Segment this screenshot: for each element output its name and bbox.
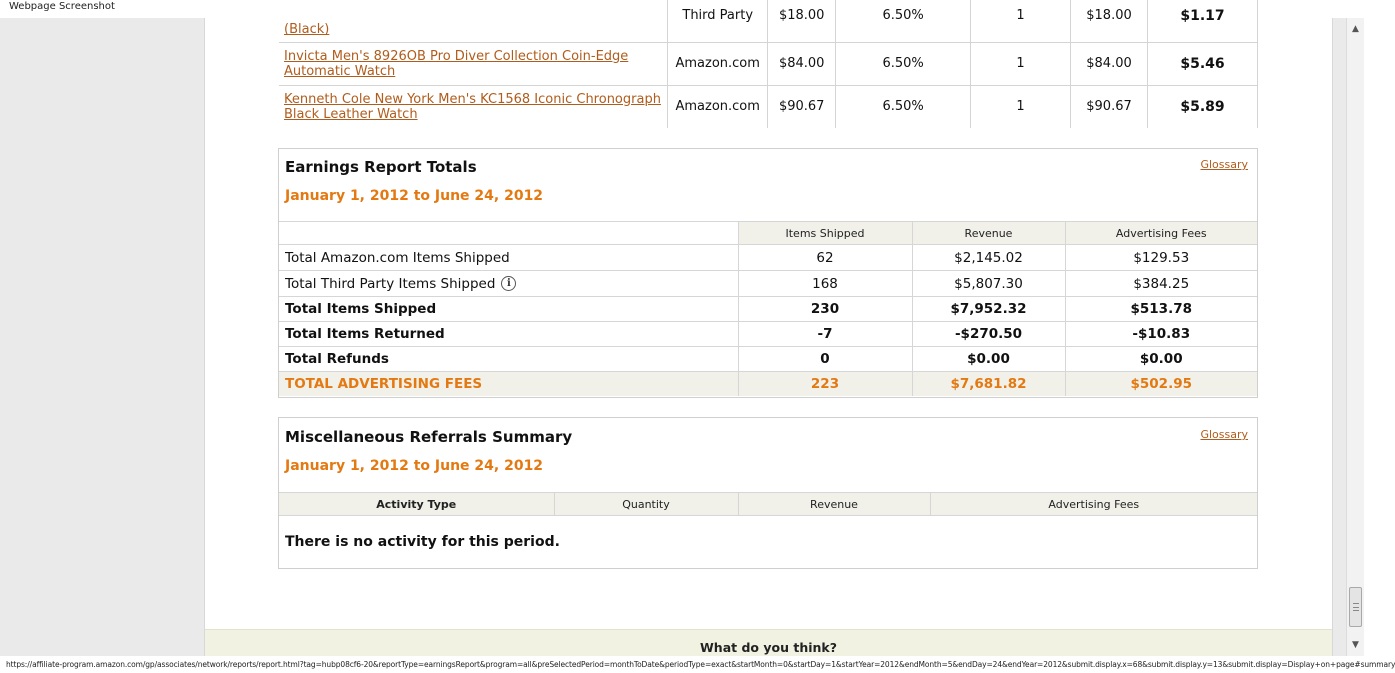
- header-blank: [279, 222, 738, 245]
- page-content: [205, 7, 1332, 656]
- items-value: 0: [738, 347, 912, 372]
- rate-cell: 6.50%: [836, 0, 971, 42]
- misc-table: [279, 492, 1257, 516]
- glossary-link[interactable]: Glossary: [1200, 428, 1248, 441]
- left-gutter: [0, 18, 205, 656]
- fee-cell: $5.89: [1148, 85, 1258, 128]
- revenue-value: $7,952.32: [912, 297, 1065, 322]
- revenue-cell: $84.00: [1071, 42, 1148, 85]
- glossary-link[interactable]: Glossary: [1200, 158, 1248, 171]
- misc-referrals-title: Miscellaneous Referrals Summary: [285, 428, 573, 446]
- items-value: 223: [738, 372, 912, 396]
- rate-cell: 6.50%: [836, 42, 971, 85]
- items-value: 62: [738, 245, 912, 271]
- fee-cell: $1.17: [1148, 0, 1258, 42]
- header-advertising-fees: Advertising Fees: [930, 493, 1257, 516]
- seller-cell: Amazon.com: [668, 42, 768, 85]
- header-items-shipped: Items Shipped: [738, 222, 912, 245]
- table-header-row: [279, 222, 1257, 245]
- right-gutter: [1332, 18, 1346, 656]
- revenue-value: $2,145.02: [912, 245, 1065, 271]
- table-header-row: [279, 493, 1257, 516]
- table-row: [279, 0, 1258, 42]
- header-revenue: Revenue: [912, 222, 1065, 245]
- table-row: [279, 42, 1258, 85]
- feedback-bar[interactable]: [205, 629, 1332, 656]
- misc-date-range: January 1, 2012 to June 24, 2012: [285, 458, 544, 474]
- earnings-report-title: Earnings Report Totals: [285, 158, 477, 176]
- no-activity-message: There is no activity for this period.: [285, 534, 560, 550]
- revenue-value: $5,807.30: [912, 271, 1065, 297]
- earnings-table: [279, 221, 1257, 396]
- scroll-thumb[interactable]: [1349, 587, 1362, 627]
- items-value: 168: [738, 271, 912, 297]
- row-label: Total Third Party Items Shipped: [285, 275, 496, 292]
- header-quantity: Quantity: [554, 493, 738, 516]
- table-row: [279, 245, 1257, 271]
- fees-value: $513.78: [1065, 297, 1257, 322]
- qty-cell: 1: [971, 0, 1071, 42]
- info-icon[interactable]: i: [501, 276, 516, 291]
- product-link[interactable]: Invicta Men's 8926OB Pro Diver Collection Coin-Edge Automatic Watch: [284, 48, 629, 79]
- items-table: [279, 0, 1258, 128]
- vertical-scrollbar[interactable]: [1346, 18, 1364, 656]
- scroll-down-arrow-icon[interactable]: ▼: [1352, 640, 1359, 650]
- revenue-value: $7,681.82: [912, 372, 1065, 396]
- feedback-label[interactable]: What do you think?: [700, 640, 837, 655]
- items-value: 230: [738, 297, 912, 322]
- product-link[interactable]: Kenneth Cole New York Men's KC1568 Iconic Chronograph Black Leather Watch: [284, 91, 661, 122]
- seller-cell: Third Party: [668, 0, 768, 42]
- header-advertising-fees: Advertising Fees: [1065, 222, 1257, 245]
- earnings-report-box: [278, 148, 1258, 398]
- table-row: [279, 322, 1257, 347]
- row-label: Total Refunds: [279, 347, 738, 372]
- price-cell: $84.00: [768, 42, 836, 85]
- product-link[interactable]: (Black): [284, 22, 330, 38]
- fee-cell: $5.46: [1148, 42, 1258, 85]
- header-revenue: Revenue: [738, 493, 930, 516]
- row-label: Total Items Returned: [279, 322, 738, 347]
- items-value: -7: [738, 322, 912, 347]
- fees-value: $502.95: [1065, 372, 1257, 396]
- window-title: Webpage Screenshot: [0, 0, 1364, 18]
- row-label: Total Amazon.com Items Shipped: [279, 245, 738, 271]
- revenue-cell: $18.00: [1071, 0, 1148, 42]
- row-label: Total Items Shipped: [279, 297, 738, 322]
- revenue-value: -$270.50: [912, 322, 1065, 347]
- table-row: [279, 297, 1257, 322]
- total-row: [279, 372, 1257, 396]
- fees-value: $129.53: [1065, 245, 1257, 271]
- fees-value: $384.25: [1065, 271, 1257, 297]
- qty-cell: 1: [971, 85, 1071, 128]
- row-label: TOTAL ADVERTISING FEES: [279, 372, 738, 396]
- table-row: [279, 347, 1257, 372]
- fees-value: $0.00: [1065, 347, 1257, 372]
- price-cell: $90.67: [768, 85, 836, 128]
- revenue-cell: $90.67: [1071, 85, 1148, 128]
- header-activity-type: Activity Type: [279, 493, 554, 516]
- fees-value: -$10.83: [1065, 322, 1257, 347]
- table-row: [279, 271, 1257, 297]
- grip-icon: [1353, 603, 1359, 611]
- rate-cell: 6.50%: [836, 85, 971, 128]
- earnings-date-range: January 1, 2012 to June 24, 2012: [285, 188, 544, 204]
- status-bar-url: https://affiliate-program.amazon.com/gp/associates/network/reports/report.html?tag=hubp08cf6-20&reportType=earningsReport&program=all&preSelectedPeriod=monthToDate&periodType=exact&startMonth=0&startDay=1&startYear=2012&endMonth=5&endDay=24&endYear=2012&submit.display.x=68&submit.display.y=13&submit.display=Display+on+page#summary: [0, 656, 1364, 673]
- scroll-up-arrow-icon[interactable]: ▲: [1352, 24, 1359, 34]
- revenue-value: $0.00: [912, 347, 1065, 372]
- seller-cell: Amazon.com: [668, 85, 768, 128]
- misc-referrals-box: [278, 417, 1258, 569]
- price-cell: $18.00: [768, 0, 836, 42]
- table-row: [279, 85, 1258, 128]
- qty-cell: 1: [971, 42, 1071, 85]
